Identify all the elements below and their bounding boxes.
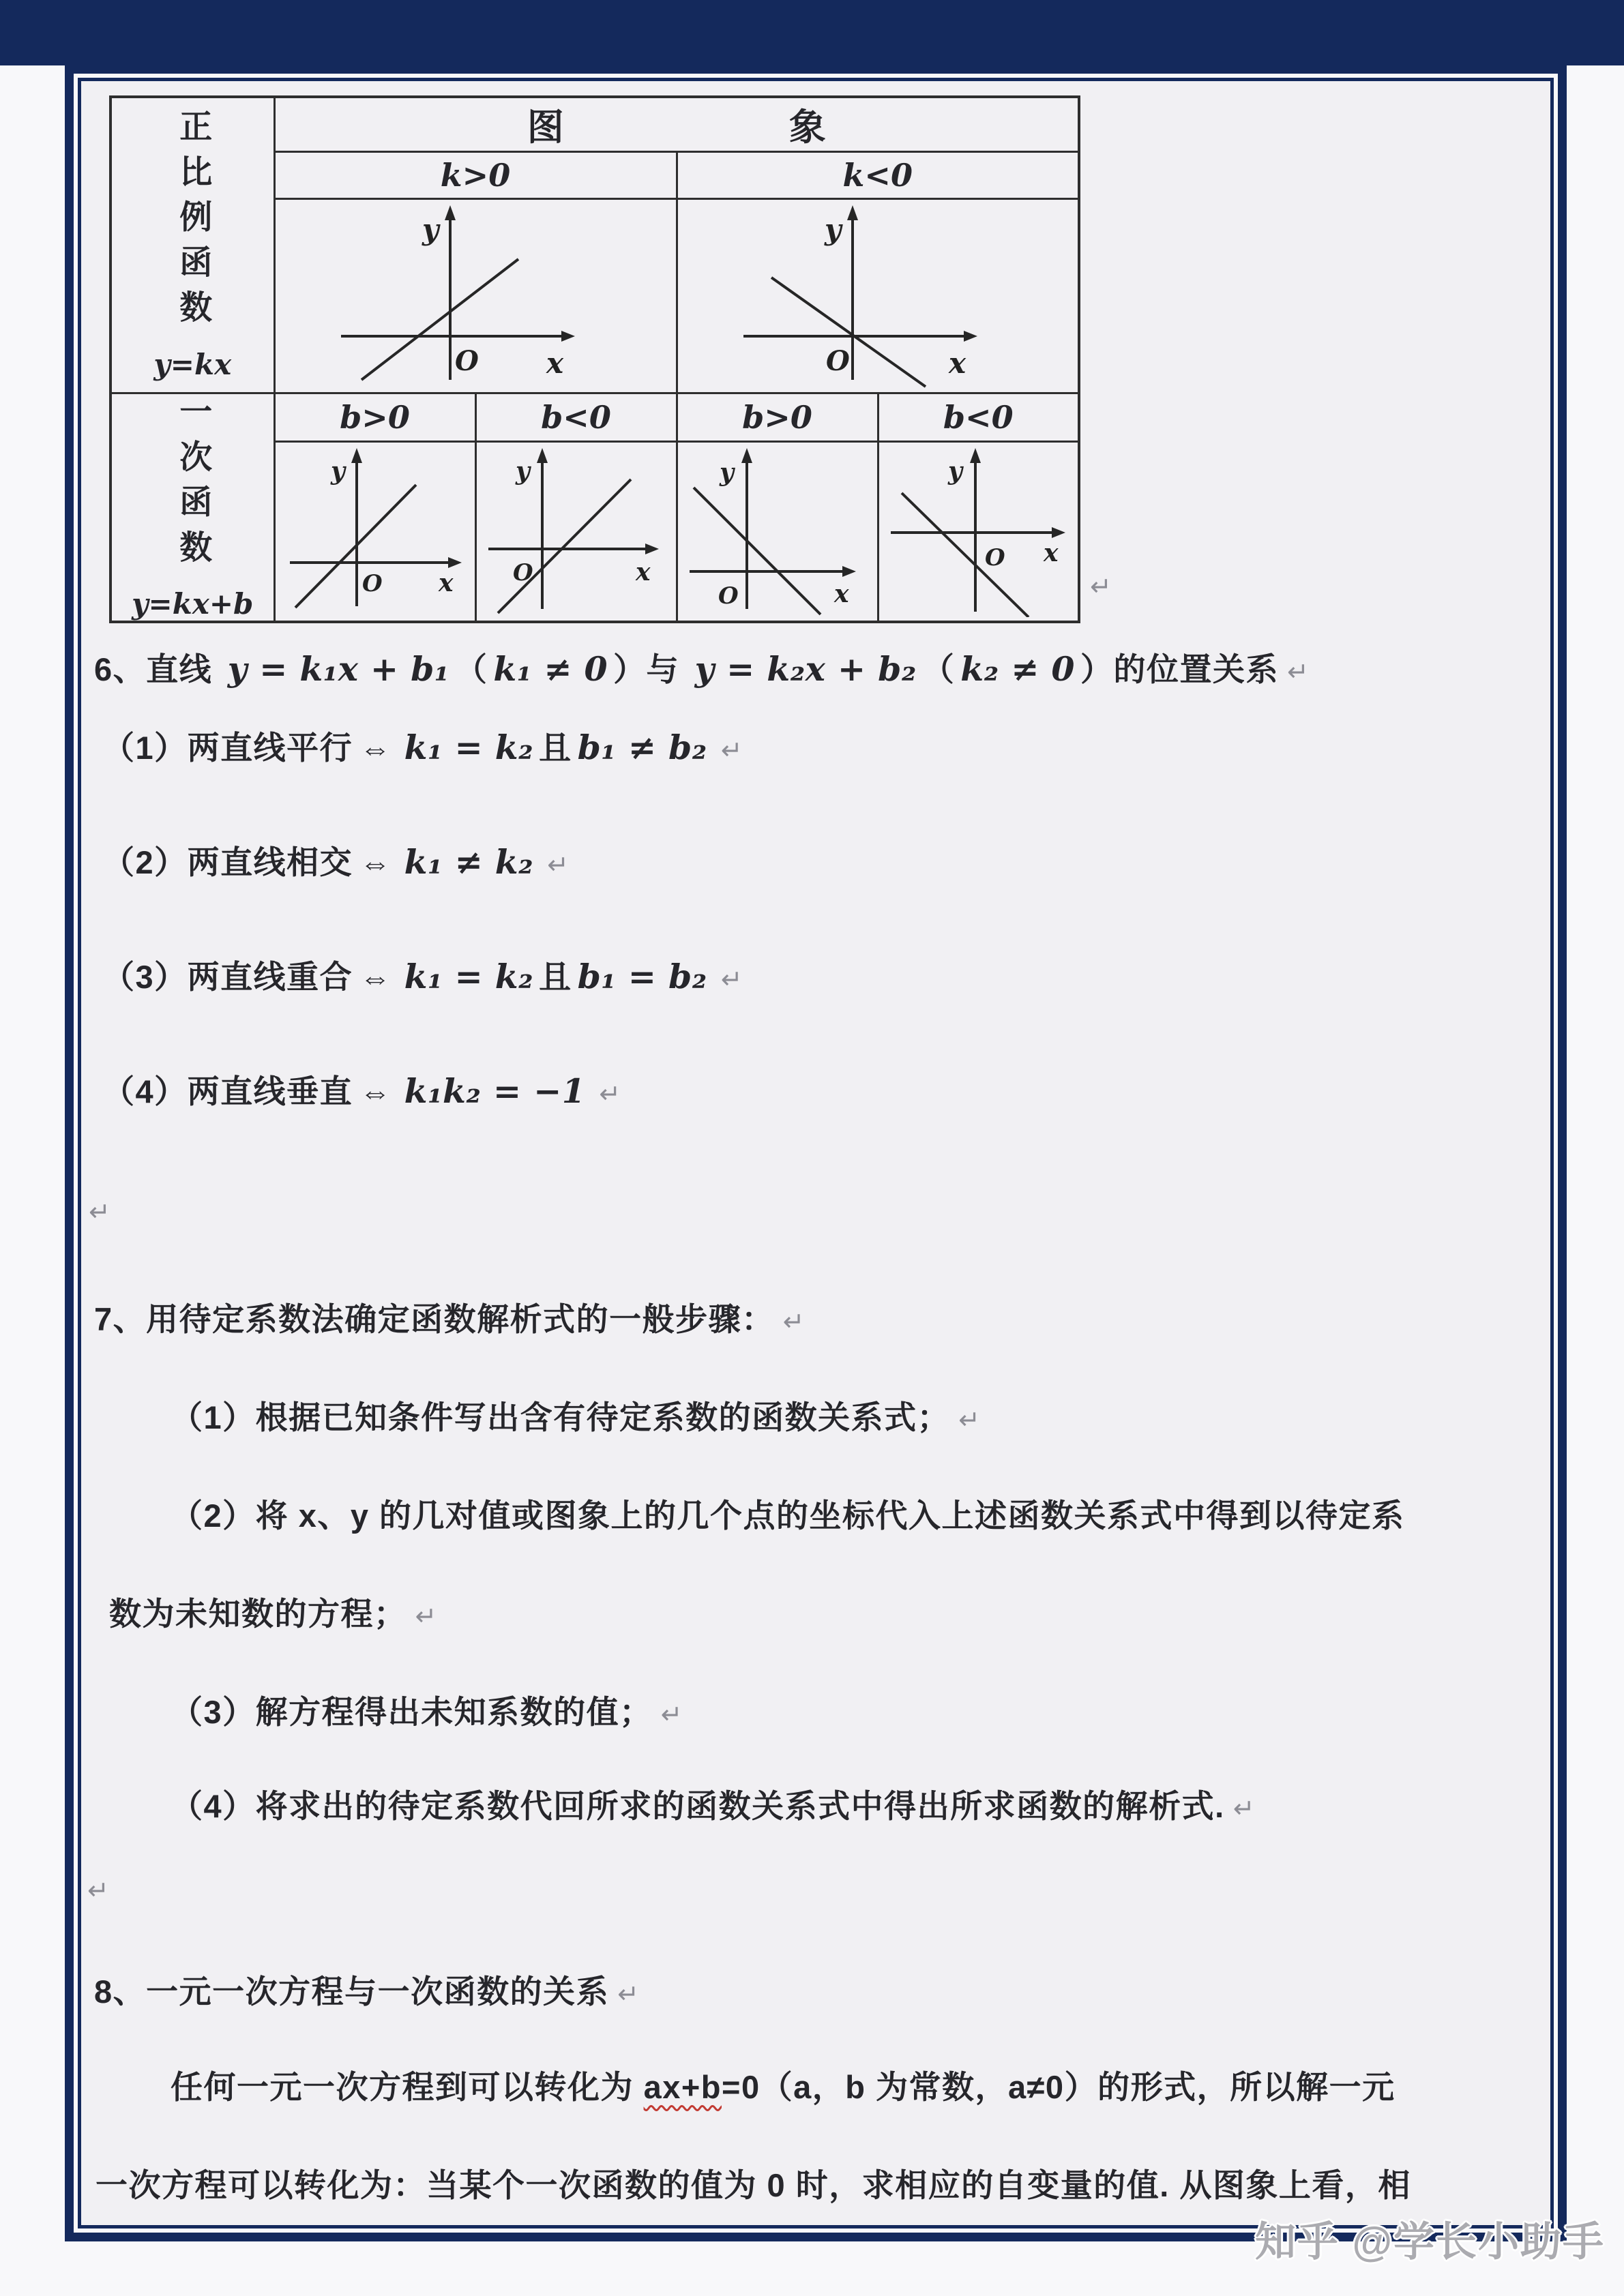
iff-symbol: ⇔	[359, 959, 392, 995]
x-axis-label: x	[948, 346, 966, 380]
text-run: 且	[539, 730, 572, 766]
text-run: （2）将 x、y 的几对值或图象上的几个点的坐标代入上述函数关系式中得到以待定系	[171, 1497, 1405, 1534]
origin-label: O	[455, 344, 479, 377]
text-run: ）与	[613, 651, 690, 687]
iff-symbol: ⇔	[359, 730, 392, 766]
return-mark: ↵	[958, 1405, 981, 1435]
formula: k₁ ≠ 0	[493, 649, 608, 689]
header-b-negative-2: b<0	[878, 393, 1079, 442]
return-mark: ↵	[89, 1197, 110, 1227]
text-run: 数为未知数的方程；	[109, 1596, 407, 1632]
section-7-item-4	[171, 1781, 1256, 1827]
y-axis-label: y	[720, 458, 734, 488]
text-run: 6、直线	[94, 651, 222, 687]
header-k-positive: k>0	[274, 152, 677, 199]
return-mark: ↵	[415, 1601, 438, 1631]
header-char-tu: 图	[527, 107, 564, 148]
graph-proportional-k-positive	[274, 199, 677, 393]
section-7-item-3	[171, 1687, 683, 1733]
text-run: （	[921, 651, 956, 687]
x-axis-label: x	[636, 558, 651, 587]
table-header-graph	[274, 97, 1079, 152]
section-7-heading	[94, 1294, 806, 1340]
x-axis-label: x	[439, 569, 454, 598]
return-mark: ↵	[617, 1979, 640, 2009]
return-mark: ↵	[660, 1699, 683, 1729]
section-7-item-2-line-2	[109, 1589, 438, 1635]
return-mark: ↵	[87, 1875, 109, 1905]
section-6-item-3	[102, 952, 743, 998]
text-run: （3）解方程得出未知系数的值；	[171, 1694, 653, 1730]
x-axis-label: x	[546, 346, 564, 380]
return-mark: ↵	[782, 1307, 806, 1337]
x-axis-label: x	[834, 580, 849, 609]
text-run: （2）两直线相交	[102, 844, 353, 880]
text-run: （	[454, 651, 488, 687]
y-axis-label: y	[947, 457, 962, 486]
section-8-paragraph-line-2	[95, 2160, 1411, 2206]
linear-function-formula: y=kx+b	[132, 586, 254, 621]
text-run: 8、一元一次方程与一次函数的关系	[94, 1973, 610, 2010]
origin-label: O	[513, 559, 533, 587]
header-k-negative: k<0	[677, 152, 1079, 199]
section-8-heading	[94, 1967, 640, 2012]
header-b-negative-1: b<0	[475, 393, 677, 442]
text-run: =0（a，b 为常数，a≠0）的形式，所以解一元	[722, 2069, 1396, 2105]
iff-symbol: ⇔	[359, 845, 392, 880]
return-mark: ↵	[720, 964, 744, 994]
formula: k₁ = k₂	[404, 728, 534, 767]
graph-proportional-k-negative	[677, 199, 1079, 393]
row-label-linear-function	[110, 393, 274, 622]
return-mark: ↵	[1232, 1793, 1256, 1823]
graph-linear-kpos-bpos	[274, 441, 475, 622]
section-6-heading	[94, 644, 1310, 690]
return-mark: ↵	[547, 850, 570, 880]
text-run: 任何一元一次方程到可以转化为	[171, 2069, 644, 2105]
text-run: （4）将求出的待定系数代回所求的函数关系式中得出所求函数的解析式.	[171, 1788, 1225, 1824]
proportional-function-formula: y=kx	[153, 347, 232, 381]
text-run: 一次方程可以转化为：当某个一次函数的值为 0 时，求相应的自变量的值. 从图象上看，相	[95, 2167, 1411, 2203]
text-run: 且	[539, 959, 572, 995]
formula: k₂ ≠ 0	[960, 649, 1075, 689]
y-axis-label: y	[331, 457, 345, 486]
formula: k₁k₂ = −1	[404, 1071, 586, 1111]
header-b-positive-1: b>0	[274, 393, 475, 442]
formula: b₁ = b₂	[577, 957, 707, 996]
function-graphs-table	[109, 95, 1080, 623]
text-run: 7、用待定系数法确定函数解析式的一般步骤：	[94, 1301, 775, 1337]
origin-label: O	[825, 344, 850, 377]
header-char-xiang: 象	[788, 107, 826, 148]
section-7-item-1	[171, 1392, 981, 1438]
origin-label: O	[984, 544, 1005, 572]
header-b-positive-2: b>0	[677, 393, 878, 442]
formula: y = k₁x + b₁	[227, 649, 449, 689]
graph-linear-kneg-bneg	[878, 441, 1079, 622]
return-mark: ↵	[1286, 657, 1310, 687]
y-axis-label: y	[516, 457, 530, 486]
spellcheck-underlined-formula: ax+b	[643, 2069, 722, 2105]
iff-symbol: ⇔	[359, 1074, 392, 1109]
graph-linear-kpos-bneg	[475, 441, 677, 622]
text-run: （1）根据已知条件写出含有待定系数的函数关系式；	[171, 1399, 951, 1435]
formula: b₁ ≠ b₂	[577, 728, 707, 767]
section-8-paragraph-line-1	[171, 2062, 1396, 2108]
graph-linear-kneg-bpos	[677, 441, 878, 622]
y-axis-label: y	[422, 212, 439, 246]
proportional-function-label: 正比例函数	[174, 109, 211, 336]
section-6-item-2	[102, 837, 570, 883]
text-run: （1）两直线平行	[102, 730, 353, 766]
return-mark: ↵	[720, 735, 744, 765]
section-7-item-2-line-1	[171, 1491, 1405, 1536]
row-label-proportional-function	[110, 97, 274, 393]
linear-function-label: 一次函数	[174, 394, 211, 575]
text-run: ）的位置关系	[1080, 651, 1279, 687]
x-axis-label: x	[1043, 539, 1059, 568]
formula: y = k₂x + b₂	[694, 649, 917, 689]
text-run: （3）两直线重合	[102, 959, 353, 995]
return-mark: ↵	[1090, 571, 1112, 601]
text-run: （4）两直线垂直	[102, 1073, 353, 1109]
origin-label: O	[718, 582, 739, 610]
formula: k₁ ≠ k₂	[404, 842, 534, 882]
section-6-item-1	[102, 723, 743, 769]
watermark: 知乎 @学长小助手	[1254, 2219, 1605, 2265]
formula: k₁ = k₂	[404, 957, 534, 996]
y-axis-label: y	[824, 212, 842, 246]
section-6-item-4	[102, 1067, 622, 1112]
return-mark: ↵	[599, 1079, 622, 1109]
origin-label: O	[362, 570, 383, 598]
